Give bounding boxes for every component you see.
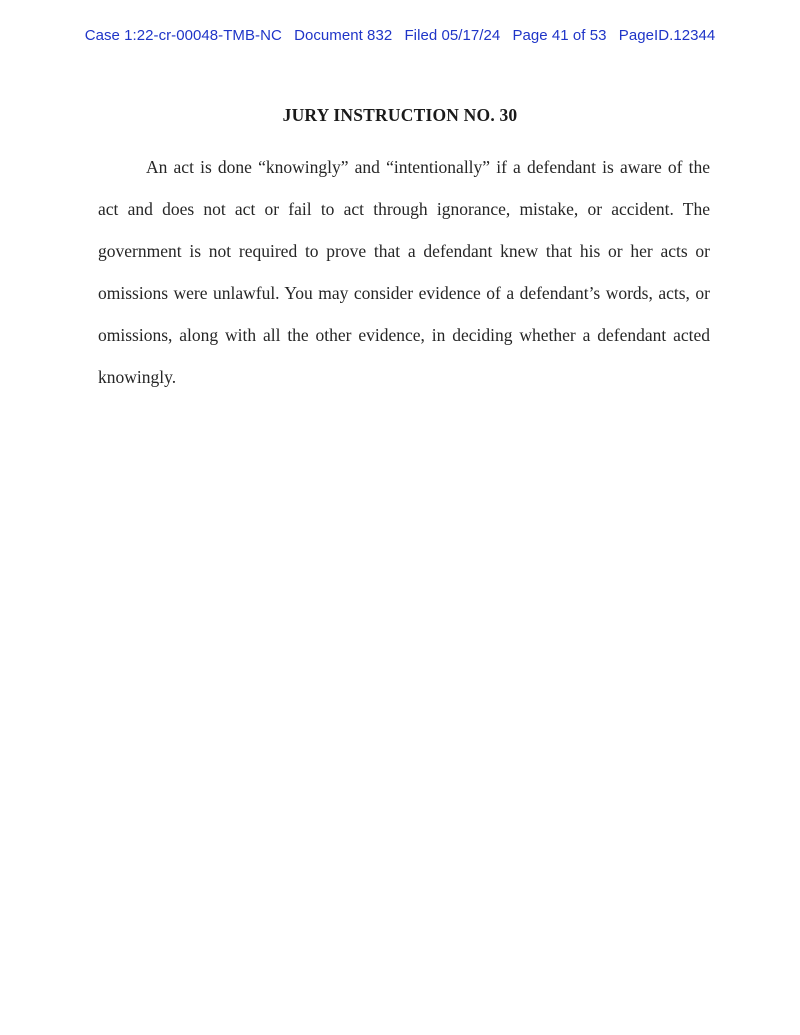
page-id: PageID.12344: [618, 27, 716, 44]
case-number: Case 1:22-cr-00048-TMB-NC: [84, 27, 282, 44]
document-number: Document 832: [294, 27, 393, 44]
instruction-paragraph: An act is done “knowingly” and “intentionally” if a defendant is aware of the act and does not act or fail to act through ignorance, mistake, or accident. The government is not required to prove that a defendant knew that his or her acts or omissions were unlawful. You may consider evidence of a defendant’s words, acts, or omissions, along with all the other evidence, in deciding whether a defendant acted knowingly.: [98, 157, 710, 387]
case-header-stamp: [0, 27, 800, 44]
instruction-title: JURY INSTRUCTION NO. 30: [282, 105, 518, 125]
filed-date: Filed 05/17/24: [404, 27, 501, 44]
page-number: Page 41 of 53: [512, 27, 607, 44]
